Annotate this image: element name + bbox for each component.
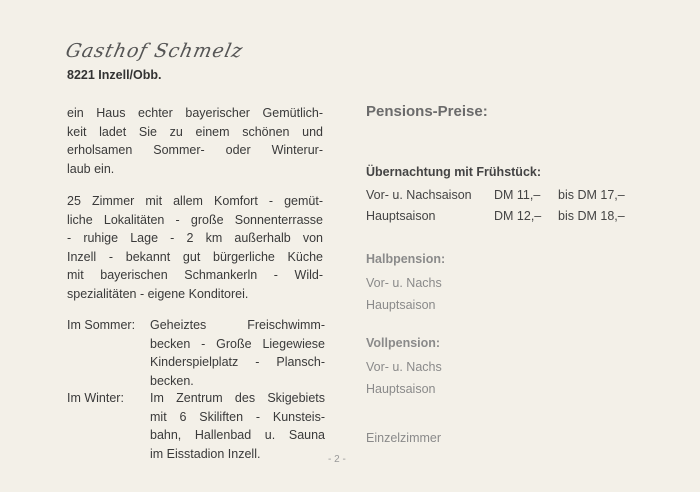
half-board-row-label: Vor- u. Nachs <box>366 276 442 290</box>
intro-line: erholsamen Sommer- oder Winterur- <box>67 143 323 158</box>
winter-line: mit 6 Skiliften - Kunsteis- <box>150 409 325 424</box>
price-row-from: DM 12,– <box>494 209 542 223</box>
features-line: Inzell - bekannt gut bürgerliche Küche <box>67 249 323 264</box>
full-board-heading: Vollpension: <box>366 336 441 350</box>
address: 8221 Inzell/Obb. <box>67 68 162 82</box>
price-row-label: Vor- u. Nachsaison <box>366 188 472 202</box>
half-board-row <box>366 276 686 292</box>
features-line: liche Lokalitäten - große Sonnenterrasse <box>67 212 323 227</box>
full-board-row-label: Hauptsaison <box>366 382 436 396</box>
breakfast-heading: Übernachtung mit Frühstück: <box>366 165 542 179</box>
single-room-label: Einzelzimmer <box>366 431 442 445</box>
price-row-from: DM 11,– <box>494 188 541 202</box>
full-board-row <box>366 382 686 398</box>
price-row-to: bis DM 18,– <box>558 209 625 223</box>
winter-line: Im Zentrum des Skigebiets <box>150 391 325 405</box>
winter-label: Im Winter: <box>67 391 124 405</box>
single-room-row <box>366 431 686 447</box>
summer-section <box>67 316 327 388</box>
prices-title: Pensions-Preise: <box>366 103 488 120</box>
gasthof-logo: Gasthof Schmelz <box>63 40 246 62</box>
summer-line: becken. <box>150 373 194 388</box>
full-board-row-label: Vor- u. Nachs <box>366 360 442 374</box>
intro-paragraph-1 <box>67 104 323 178</box>
intro-line: ein Haus echter bayerischer Gemütlich- <box>67 106 323 120</box>
intro-line: laub ein. <box>67 161 115 176</box>
winter-text <box>150 389 325 463</box>
summer-label: Im Sommer: <box>67 318 136 332</box>
page-mark: - 2 - <box>328 454 346 465</box>
intro-paragraph-2 <box>67 192 323 304</box>
price-row-label: Hauptsaison <box>366 209 436 223</box>
winter-section <box>67 389 327 461</box>
features-line: spezialitäten - eigene Konditorei. <box>67 286 249 301</box>
summer-line: Kinderspielplatz - Plansch- <box>150 355 325 370</box>
winter-line: bahn, Hallenbad u. Sauna <box>150 428 325 443</box>
summer-line: becken - Große Liegewiese <box>150 336 325 351</box>
features-line: - ruhige Lage - 2 km außerhalb von <box>67 231 323 246</box>
full-board-row <box>366 360 686 376</box>
features-line: mit bayerischen Schmankerln - Wild- <box>67 268 323 283</box>
half-board-row <box>366 298 686 314</box>
half-board-heading: Halbpension: <box>366 252 446 266</box>
summer-text <box>150 316 325 390</box>
features-line: 25 Zimmer mit allem Komfort - gemüt- <box>67 194 323 208</box>
price-row <box>366 209 686 225</box>
price-row-to: bis DM 17,– <box>558 188 625 202</box>
price-row <box>366 188 686 204</box>
summer-line: Geheiztes Freischwimm- <box>150 318 325 332</box>
winter-line: im Eisstadion Inzell. <box>150 446 261 461</box>
half-board-row-label: Hauptsaison <box>366 298 436 312</box>
intro-line: keit ladet Sie zu einem schönen und <box>67 124 323 139</box>
